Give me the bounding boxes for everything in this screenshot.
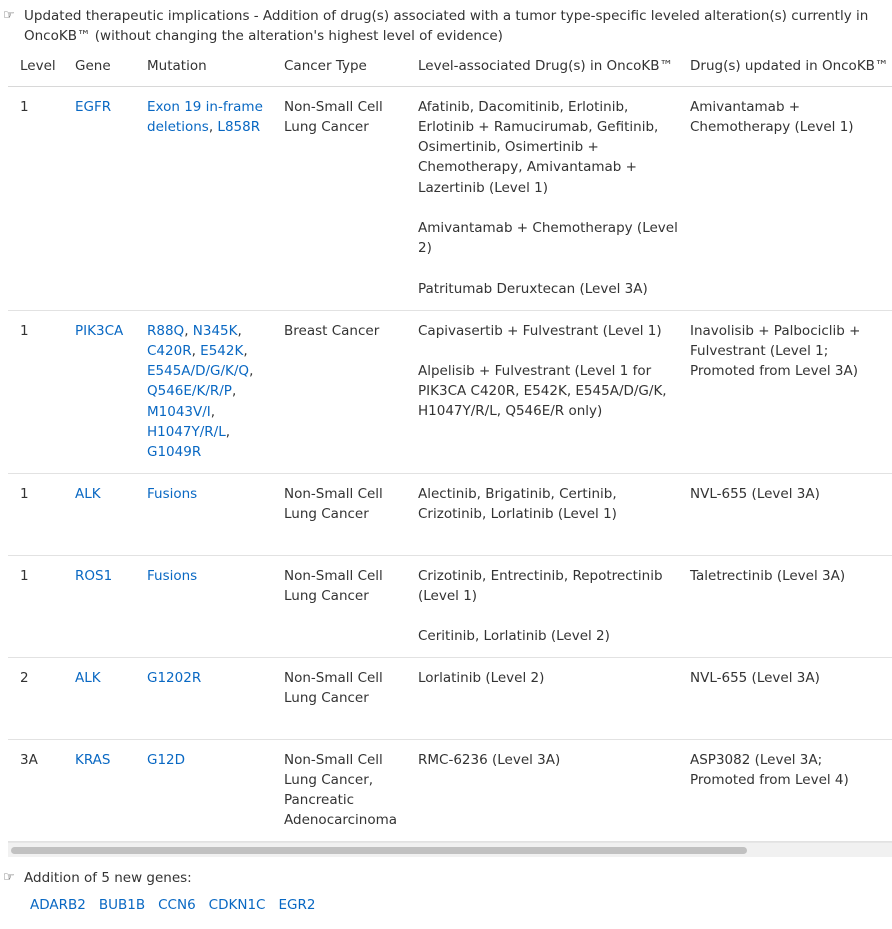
mutation-link[interactable]: Fusions [147,485,198,502]
level-drugs-cell [418,310,690,473]
new-genes-label: Addition of 5 new genes: [24,870,192,886]
level-drugs-cell [418,86,690,310]
updated-drugs-cell [690,473,892,555]
level-drug-entry: Afatinib, Dacomitinib, Erlotinib, Erlotinib + Ramucirumab, Gefitinib, Osimertinib, Osimertinib + Chemotherapy, Amivantamab + Lazertinib (Level 1) [418,98,659,196]
mutation-cell [147,473,284,555]
level-drug-entry: Ceritinib, Lorlatinib (Level 2) [418,628,610,645]
alterations-table [8,50,892,842]
table-row [8,657,892,739]
gene-cell [75,555,147,657]
mutation-link[interactable]: R88Q [147,322,185,339]
cancer-type-cell [284,86,418,310]
mutation-link[interactable]: G12D [147,751,186,768]
mutation-cell [147,555,284,657]
cancer-type-text: Non-Small Cell Lung Cancer [284,567,383,604]
mutation-link[interactable]: E545A/D/G/K/Q [147,363,250,380]
gene-link[interactable]: ALK [75,669,101,686]
level-cell [8,310,75,473]
mutation-cell: Exon 19 in-frame deletions, L858R [147,98,263,135]
updated-drugs-cell [690,739,892,841]
level-drug-entry: Capivasertib + Fulvestrant (Level 1) [418,322,662,339]
mutation-link[interactable]: Q546E/K/R/P [147,383,232,400]
cancer-type-cell [284,739,418,841]
level-drugs-cell [418,555,690,657]
gene-cell [75,86,147,310]
mutation-link[interactable]: C420R [147,342,192,359]
cancer-type-text: Breast Cancer [284,322,380,339]
level-value: 1 [20,322,29,339]
mutation-cell [147,657,284,739]
level-drug-entry: Crizotinib, Entrectinib, Repotrectinib (Level 1) [418,567,663,604]
header-cancer-type: Cancer Type [284,58,367,74]
alterations-table-container [8,50,892,842]
level-cell [8,657,75,739]
updated-drugs-cell [690,657,892,739]
level-drug-entry: RMC-6236 (Level 3A) [418,751,561,768]
cancer-type-cell [284,555,418,657]
table-row [8,310,892,473]
level-value: 2 [20,669,29,686]
new-gene-link[interactable]: BUB1B [98,897,146,913]
hand-pointing-icon: ☞ [3,8,15,23]
updated-drugs-cell [690,310,892,473]
mutation-link[interactable]: G1202R [147,669,202,686]
level-drug-entry: Patritumab Deruxtecan (Level 3A) [418,280,648,297]
header-mutation: Mutation [147,58,207,74]
mutation-link[interactable]: M1043V/I [147,403,211,420]
gene-cell [75,473,147,555]
cancer-type-text: Non-Small Cell Lung Cancer [284,485,383,522]
level-value: 1 [20,567,29,584]
header-gene: Gene [75,58,111,74]
cancer-type-text: Non-Small Cell Lung Cancer, Pancreatic Adenocarcinoma [284,751,398,829]
cancer-type-text: Non-Small Cell Lung Cancer [284,669,383,706]
gene-link[interactable]: PIK3CA [75,322,124,339]
release-note-intro: Updated therapeutic implications - Addition of drug(s) associated with a tumor type-specific leveled alteration(s) currently in OncoKB™ (without changing the alteration's highest level of evidence) [24,8,869,45]
new-genes-list [30,895,328,915]
mutation-link[interactable]: G1049R [147,444,202,461]
level-drug-entry: Amivantamab + Chemotherapy (Level 2) [418,219,678,257]
updated-drug-entry: ASP3082 (Level 3A; Promoted from Level 4) [690,751,849,788]
level-drug-entry: Lorlatinib (Level 2) [418,669,545,686]
level-drug-entry: Alectinib, Brigatinib, Certinib, Crizotinib, Lorlatinib (Level 1) [418,485,617,522]
new-gene-link[interactable]: ADARB2 [30,897,86,913]
mutation-cell: R88Q, N345K, C420R, E542K, E545A/D/G/K/Q, Q546E/K/R/P, M1043V/I, H1047Y/R/L, G1049R [147,322,254,461]
level-value: 3A [20,751,38,768]
header-level: Level [20,58,56,74]
updated-drug-entry: Taletrectinib (Level 3A) [690,567,846,584]
new-gene-link[interactable]: CCN6 [158,897,196,913]
mutation-link[interactable]: Exon 19 in-frame deletions [147,98,263,135]
table-row [8,739,892,841]
hand-pointing-icon: ☞ [3,870,15,885]
level-drugs-cell [418,657,690,739]
mutation-link[interactable]: N345K [192,322,238,339]
level-drug-entry: Alpelisib + Fulvestrant (Level 1 for PIK3CA C420R, E542K, E545A/D/G/K, H1047Y/R/L, Q546E/R only) [418,362,667,420]
mutation-link[interactable]: H1047Y/R/L [147,423,226,440]
horizontal-scrollbar[interactable] [8,842,892,857]
table-header-row [8,50,892,86]
level-drugs-cell [418,739,690,841]
gene-cell [75,310,147,473]
new-gene-link[interactable]: EGR2 [278,897,316,913]
level-value: 1 [20,485,29,502]
updated-drug-entry: NVL-655 (Level 3A) [690,669,820,686]
gene-cell [75,739,147,841]
level-drugs-cell [418,473,690,555]
scrollbar-thumb[interactable] [11,847,747,854]
mutation-link[interactable]: L858R [217,118,261,135]
updated-drug-entry: Inavolisib + Palbociclib + Fulvestrant (Level 1; Promoted from Level 3A) [690,322,861,380]
gene-link[interactable]: EGFR [75,98,112,115]
gene-cell [75,657,147,739]
gene-link[interactable]: KRAS [75,751,111,768]
cancer-type-cell [284,657,418,739]
level-cell [8,739,75,841]
gene-link[interactable]: ALK [75,485,101,502]
cancer-type-cell [284,473,418,555]
table-row [8,555,892,657]
mutation-cell [147,739,284,841]
gene-link[interactable]: ROS1 [75,567,113,584]
mutation-link[interactable]: Fusions [147,567,198,584]
new-gene-link[interactable]: CDKN1C [208,897,266,913]
level-value: 1 [20,98,29,115]
level-cell [8,86,75,310]
updated-drug-entry: Amivantamab + Chemotherapy (Level 1) [690,98,854,135]
table-row [8,473,892,555]
header-updated-drugs: Drug(s) updated in OncoKB™ [690,58,889,74]
table-row [8,86,892,310]
header-level-drugs: Level-associated Drug(s) in OncoKB™ [418,58,674,74]
level-cell [8,473,75,555]
updated-drugs-cell [690,555,892,657]
level-cell [8,555,75,657]
cancer-type-cell [284,310,418,473]
updated-drugs-cell [690,86,892,310]
cancer-type-text: Non-Small Cell Lung Cancer [284,98,383,135]
mutation-link[interactable]: E542K [200,342,244,359]
updated-drug-entry: NVL-655 (Level 3A) [690,485,820,502]
